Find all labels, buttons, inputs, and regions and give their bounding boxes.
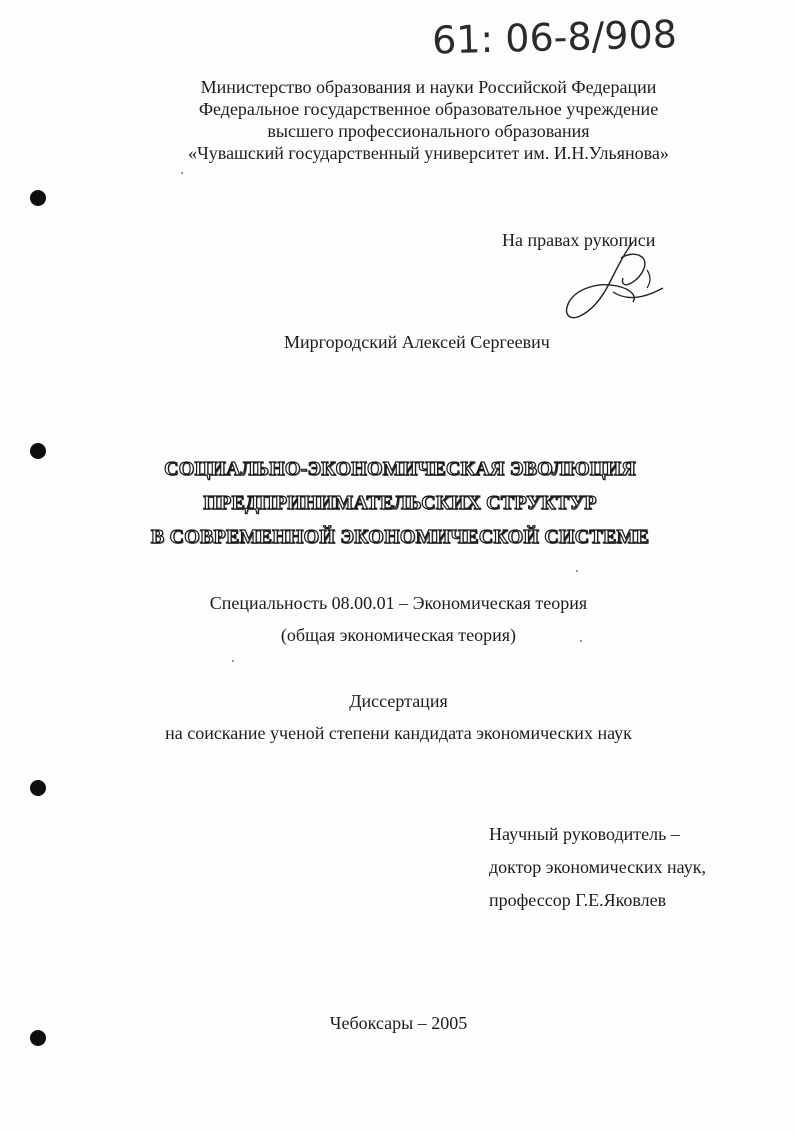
institution-line-3: высшего профессионального образования bbox=[267, 121, 590, 141]
author-name: Миргородский Алексей Сергеевич bbox=[284, 332, 550, 352]
scan-speck bbox=[232, 660, 234, 662]
institution-line-2: Федеральное государственное образовательное учреждение bbox=[198, 99, 659, 119]
scan-speck bbox=[576, 570, 578, 572]
handwritten-stamp-text: 61: 06-8/908 bbox=[431, 12, 678, 63]
institution-line-4: «Чувашский государственный университет им. И.Н.Ульянова» bbox=[188, 143, 669, 163]
title-line-1: СОЦИАЛЬНО-ЭКОНОМИЧЕСКАЯ ЭВОЛЮЦИЯ bbox=[164, 458, 636, 480]
supervisor-name: профессор Г.Е.Яковлев bbox=[489, 890, 667, 910]
specialty-subline: (общая экономическая теория) bbox=[280, 625, 517, 645]
title-line-3: В СОВРЕМЕННОЙ ЭКОНОМИЧЕСКОЙ СИСТЕМЕ bbox=[150, 526, 650, 548]
institution-line-1: Министерство образования и науки Российской Федерации bbox=[200, 77, 657, 97]
scan-speck bbox=[580, 640, 582, 642]
binder-hole bbox=[30, 780, 46, 796]
degree-type: Диссертация bbox=[349, 691, 448, 711]
manuscript-rights: На правах рукописи bbox=[502, 230, 656, 250]
binder-hole bbox=[30, 190, 46, 206]
degree-purpose: на соискание ученой степени кандидата экономических наук bbox=[165, 723, 632, 743]
title-line-2: ПРЕДПРИНИМАТЕЛЬСКИХ СТРУКТУР bbox=[203, 492, 597, 514]
supervisor-degree: доктор экономических наук, bbox=[489, 857, 706, 877]
handwritten-stamp bbox=[428, 4, 708, 64]
supervisor-role: Научный руководитель – bbox=[489, 824, 680, 844]
specialty-line: Специальность 08.00.01 – Экономическая теория bbox=[209, 593, 588, 613]
scan-speck bbox=[181, 172, 183, 174]
place-year: Чебоксары – 2005 bbox=[329, 1013, 468, 1033]
signature-icon bbox=[555, 230, 675, 330]
